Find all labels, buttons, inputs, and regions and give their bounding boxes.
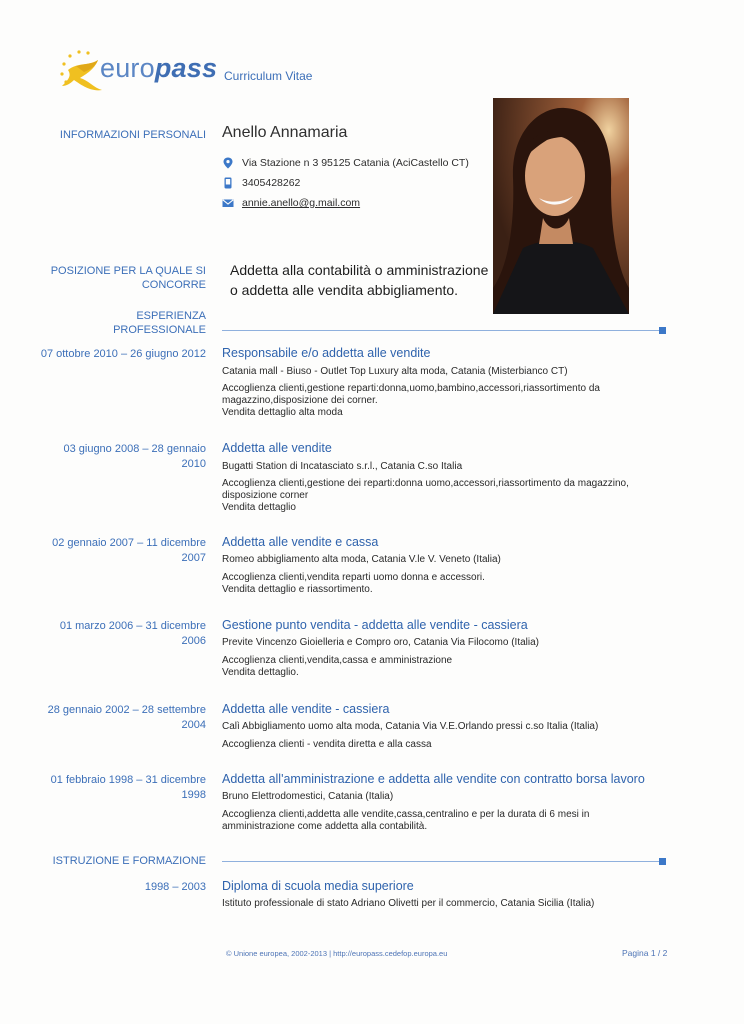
job-title: Responsabile e/o addetta alle vendite — [222, 346, 431, 360]
job-date — [36, 536, 206, 566]
footer-copyright: © Unione europea, 2002-2013 | http://europass.cedefop.europa.eu — [226, 949, 448, 958]
position-sought-text — [230, 260, 492, 300]
personal-info-section-label: INFORMAZIONI PERSONALI — [59, 129, 206, 141]
job-description-line: Accoglienza clienti,gestione reparti:donna,uomo,bambino,accessori,riassortimento da — [222, 383, 600, 394]
job-description-line: Accoglienza clienti,vendita reparti uomo donna e accessori. — [222, 572, 485, 583]
job-description-line: disposizione corner — [222, 490, 309, 501]
position-label-line2: CONCORRE — [141, 279, 206, 291]
position-text-line1: Addetta alla contabilità o amministrazione — [230, 262, 489, 278]
job-title: Gestione punto vendita - addetta alle vendite - cassiera — [222, 618, 528, 632]
job-title: Addetta alle vendite - cassiera — [222, 702, 390, 716]
education-date: 1998 – 2003 — [144, 881, 206, 893]
experience-section-label — [36, 309, 206, 337]
job-employer: Romeo abbigliamento alta moda, Catania V.le V. Veneto (Italia) — [222, 554, 501, 565]
job-date — [36, 442, 206, 472]
job-employer: Calì Abbigliamento uomo alta moda, Catania Via V.E.Orlando pressi c.so Italia (Italia) — [222, 721, 599, 732]
position-section-label — [36, 264, 206, 292]
job-date-line1: 07 ottobre 2010 – 26 giugno 2012 — [40, 348, 206, 360]
job-description-line: Vendita dettaglio e riassortimento. — [222, 584, 373, 595]
job-description-line: magazzino,disposizione dei corner. — [222, 395, 378, 406]
education-institution: Istituto professionale di stato Adriano Olivetti per il commercio, Catania Sicilia (Italia) — [222, 898, 595, 909]
job-date-line2: 2006 — [181, 635, 206, 647]
education-title: Diploma di scuola media superiore — [222, 879, 414, 893]
envelope-icon — [222, 197, 234, 209]
job-description-line: Vendita dettaglio — [222, 502, 296, 513]
job-description-line: Accoglienza clienti,addetta alle vendite,cassa,centralino e per la durata di 6 mesi in — [222, 809, 590, 820]
job-date-line2: 2007 — [181, 552, 206, 564]
job-date-line1: 02 gennaio 2007 – 11 dicembre — [52, 537, 206, 549]
job-description — [222, 809, 642, 833]
location-pin-icon — [222, 157, 234, 169]
job-description-line: Accoglienza clienti,gestione dei reparti:donna uomo,accessori,riassortimento da magazzino, — [222, 478, 629, 489]
job-description-line: Vendita dettaglio alta moda — [222, 407, 343, 418]
mobile-phone-icon — [222, 177, 234, 189]
position-label-line1: POSIZIONE PER LA QUALE SI — [50, 265, 206, 277]
job-description — [222, 655, 642, 679]
job-description-line: Vendita dettaglio. — [222, 667, 299, 678]
job-employer: Previte Vincenzo Gioielleria e Compro oro, Catania Via Filocomo (Italia) — [222, 637, 539, 648]
education-section-rule — [222, 861, 660, 862]
experience-label-line2: PROFESSIONALE — [113, 324, 206, 336]
experience-rule-marker — [659, 327, 666, 334]
address-row — [222, 156, 469, 170]
job-date — [36, 619, 206, 649]
job-description — [222, 478, 642, 514]
email-row — [222, 196, 360, 210]
job-date — [36, 703, 206, 733]
job-date-line2: 2004 — [181, 719, 206, 731]
job-date-line2: 1998 — [181, 789, 206, 801]
job-date-line2: 2010 — [181, 458, 206, 470]
job-date-line1: 03 giugno 2008 – 28 gennaio — [63, 443, 206, 455]
footer-page-number: Pagina 1 / 2 — [622, 948, 668, 958]
job-employer: Bruno Elettrodomestici, Catania (Italia) — [222, 791, 394, 802]
profile-photo — [493, 98, 629, 314]
education-section-label: ISTRUZIONE E FORMAZIONE — [52, 855, 206, 867]
job-title: Addetta alle vendite e cassa — [222, 535, 379, 549]
job-date-line1: 01 febbraio 1998 – 31 dicembre — [50, 774, 206, 786]
document-type-label: Curriculum Vitae — [224, 69, 313, 83]
job-description-line: Accoglienza clienti - vendita diretta e alla cassa — [222, 739, 432, 750]
job-employer: Bugatti Station di Incatasciato s.r.l., Catania C.so Italia — [222, 461, 463, 472]
job-description-line: Accoglienza clienti,vendita,cassa e amministrazione — [222, 655, 453, 666]
job-title: Addetta all'amministrazione e addetta alle vendite con contratto borsa lavoro — [222, 772, 645, 786]
job-description — [222, 572, 642, 596]
position-text-line2: o addetta alle vendita abbigliamento. — [230, 282, 459, 298]
europass-wordmark: europass — [100, 53, 218, 83]
email-link[interactable]: annie.anello@g.mail.com — [242, 197, 361, 209]
experience-label-line1: ESPERIENZA — [136, 310, 206, 322]
job-title: Addetta alle vendite — [222, 441, 332, 455]
job-employer: Catania mall - Biuso - Outlet Top Luxury alta moda, Catania (Misterbianco CT) — [222, 366, 568, 377]
education-rule-marker — [659, 858, 666, 865]
address-text: Via Stazione n 3 95125 Catania (AciCastello CT) — [242, 157, 469, 169]
phone-text: 3405428262 — [242, 177, 301, 189]
job-description-line: amministrazione come addetta alla contabilità. — [222, 821, 428, 832]
job-date-line1: 01 marzo 2006 – 31 dicembre — [59, 620, 206, 632]
job-date — [36, 773, 206, 803]
job-description — [222, 739, 642, 751]
candidate-name: Anello Annamaria — [222, 124, 348, 141]
experience-section-rule — [222, 330, 660, 331]
phone-row — [222, 176, 300, 190]
job-date-line1: 28 gennaio 2002 – 28 settembre — [47, 704, 206, 716]
job-description — [222, 383, 642, 419]
job-date — [36, 347, 206, 362]
